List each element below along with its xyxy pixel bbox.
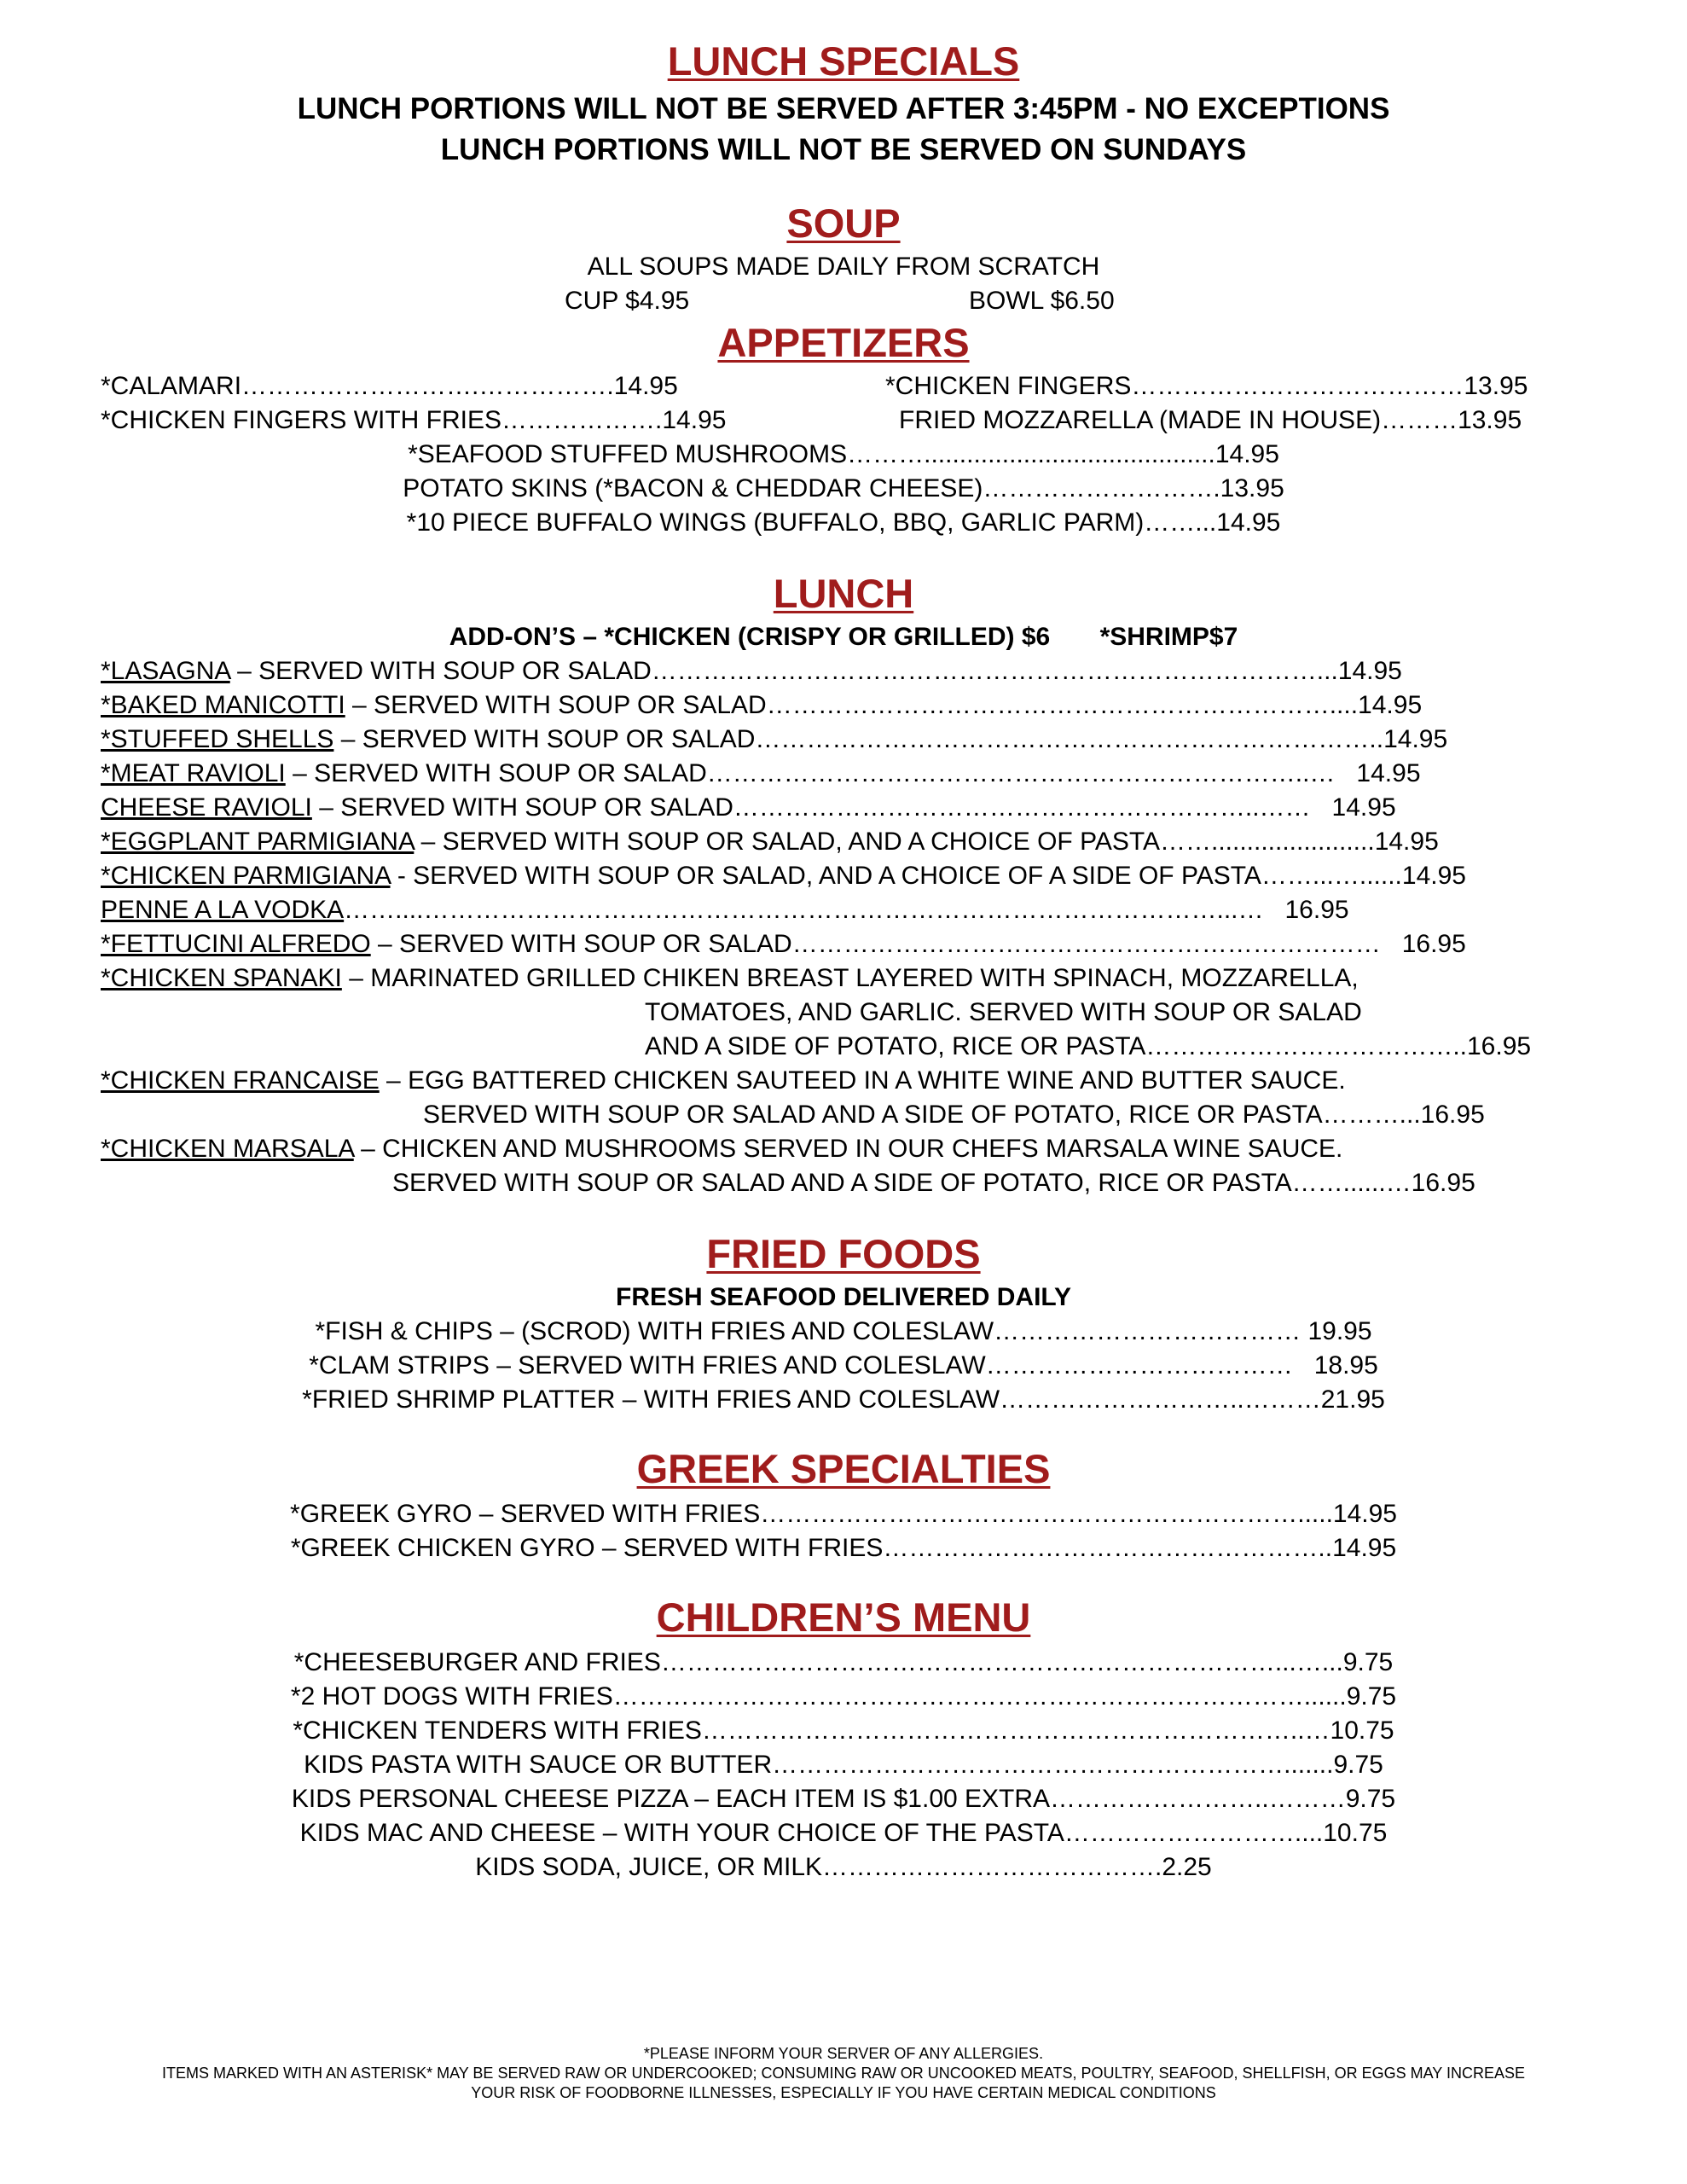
lunch-addons: ADD-ON’S – *CHICKEN (CRISPY OR GRILLED) $6 *SHRIMP$7: [449, 623, 1238, 651]
lunch-item: [101, 693, 1422, 718]
lunch-title: LUNCH: [773, 571, 914, 616]
lunch-item-detail: – SERVED WITH SOUP OR SALAD……………………………………………………..…… 14.95: [311, 793, 1396, 822]
soup-title: SOUP: [786, 200, 901, 246]
lunch-item: [101, 863, 1466, 889]
greek-item: *GREEK GYRO – SERVED WITH FRIES……………………………………………………….....14.95: [290, 1500, 1397, 1528]
fried-food-item: *FRIED SHRIMP PLATTER – WITH FRIES AND COLESLAW………………………..………21.95: [302, 1385, 1385, 1414]
lunch-specials-title: LUNCH SPECIALS: [667, 38, 1020, 84]
lunch-item-name: *CHICKEN PARMIGIANA: [101, 862, 391, 890]
childrens-item: *2 HOT DOGS WITH FRIES………………………………………………………………………......9.75: [290, 1682, 1397, 1711]
lunch-item-name: *CHICKEN MARSALA: [101, 1135, 354, 1163]
greek-specialties-title: GREEK SPECIALTIES: [636, 1446, 1051, 1491]
childrens-item: KIDS PASTA WITH SAUCE OR BUTTER…………………………………………………….......9.75: [304, 1751, 1383, 1779]
soup-cup-price: CUP $4.95: [565, 287, 690, 315]
lunch-item-name: CHEESE RAVIOLI: [101, 793, 312, 822]
lunch-item-detail-continued: SERVED WITH SOUP OR SALAD AND A SIDE OF POTATO, RICE OR PASTA………...16.95: [423, 1101, 1485, 1129]
appetizers-title: APPETIZERS: [717, 320, 970, 365]
lunch-item-name: *FETTUCINI ALFREDO: [101, 930, 371, 958]
lunch-item-detail: – SERVED WITH SOUP OR SALAD, AND A CHOICE OF PASTA…….......................14.95: [414, 828, 1439, 856]
lunch-item-detail: – CHICKEN AND MUSHROOMS SERVED IN OUR CHEFS MARSALA WINE SAUCE.: [353, 1135, 1343, 1163]
lunch-item-detail: – SERVED WITH SOUP OR SALAD……………………………………………………………..… 14.95: [285, 759, 1421, 787]
childrens-item: *CHICKEN TENDERS WITH FRIES……………………………………………………………..…10.75: [293, 1716, 1394, 1745]
lunch-item-detail: - SERVED WITH SOUP OR SALAD, AND A CHOICE OF A SIDE OF PASTA……...…......14.95: [390, 862, 1466, 890]
lunch-item-chicken-spanaki: [101, 966, 1359, 991]
lunch-item-detail: – SERVED WITH SOUP OR SALAD………………………………………………………………..14.95: [333, 725, 1448, 753]
lunch-item: [101, 727, 1447, 752]
lunch-item: [101, 795, 1396, 821]
soup-bowl-price: BOWL $6.50: [969, 287, 1115, 315]
childrens-item: KIDS MAC AND CHEESE – WITH YOUR CHOICE OF THE PASTA………………………....10.75: [299, 1819, 1388, 1847]
lunch-item-name: *STUFFED SHELLS: [101, 725, 334, 753]
lunch-item-name: *EGGPLANT PARMIGIANA: [101, 828, 415, 856]
childrens-item: KIDS PERSONAL CHEESE PIZZA – EACH ITEM IS $1.00 EXTRA……………………..………9.75: [291, 1785, 1396, 1813]
footer-foodborne-warning: YOUR RISK OF FOODBORNE ILLNESSES, ESPECIALLY IF YOU HAVE CERTAIN MEDICAL CONDITIONS: [471, 2084, 1216, 2101]
greek-item: *GREEK CHICKEN GYRO – SERVED WITH FRIES……………………………………………..14.95: [290, 1534, 1397, 1562]
appetizer-chicken-fingers-fries: *CHICKEN FINGERS WITH FRIES……………….14.95: [101, 406, 727, 434]
childrens-item: KIDS SODA, JUICE, OR MILK………………………………….2.25: [475, 1853, 1212, 1881]
lunch-item-name: *CHICKEN SPANAKI: [101, 964, 342, 992]
appetizer-calamari: *CALAMARI……………………….…………….14.95: [101, 372, 678, 400]
lunch-item: [101, 932, 1466, 957]
fried-food-item: *CLAM STRIPS – SERVED WITH FRIES AND COLESLAW……………………………… 18.95: [309, 1351, 1378, 1380]
lunch-notice-sunday: LUNCH PORTIONS WILL NOT BE SERVED ON SUNDAYS: [440, 133, 1247, 166]
footer-allergy-notice: *PLEASE INFORM YOUR SERVER OF ANY ALLERGIES.: [643, 2045, 1044, 2062]
lunch-item-detail: ……....…………………………………………………………………………………...… 16.95: [344, 896, 1349, 924]
footer-raw-food-warning: ITEMS MARKED WITH AN ASTERISK* MAY BE SERVED RAW OR UNDERCOOKED; CONSUMING RAW OR UNCOOKED MEATS, POULTRY, SEAFOOD, SHELLFISH, OR EGGS MAY INCREASE: [162, 2065, 1525, 2082]
lunch-item: [101, 829, 1439, 855]
lunch-item-chicken-francaise: [101, 1068, 1346, 1094]
lunch-item-detail: – SERVED WITH SOUP OR SALAD…………………………………………………………....14.95: [345, 691, 1423, 719]
lunch-item-name: *BAKED MANICOTTI: [101, 691, 345, 719]
lunch-item: [101, 761, 1421, 787]
childrens-item: *CHEESEBURGER AND FRIES………………………………………………………………...…...9.75: [293, 1648, 1394, 1676]
soup-subtitle: ALL SOUPS MADE DAILY FROM SCRATCH: [587, 253, 1100, 281]
lunch-item-detail-continued: AND A SIDE OF POTATO, RICE OR PASTA………………………………..16.95: [645, 1032, 1532, 1060]
lunch-item-name: PENNE A LA VODKA: [101, 896, 345, 924]
appetizer-potato-skins: POTATO SKINS (*BACON & CHEDDAR CHEESE)……………………….13.95: [403, 474, 1284, 502]
fried-foods-title: FRIED FOODS: [706, 1231, 981, 1276]
lunch-item-name: *LASAGNA: [101, 657, 230, 685]
lunch-item-name: *MEAT RAVIOLI: [101, 759, 286, 787]
lunch-notice-time: LUNCH PORTIONS WILL NOT BE SERVED AFTER 3:45PM - NO EXCEPTIONS: [297, 92, 1390, 125]
lunch-item-detail: – EGG BATTERED CHICKEN SAUTEED IN A WHITE WINE AND BUTTER SAUCE.: [379, 1066, 1346, 1095]
lunch-item-detail: – MARINATED GRILLED CHIKEN BREAST LAYERED WITH SPINACH, MOZZARELLA,: [341, 964, 1359, 992]
fried-foods-subtitle: FRESH SEAFOOD DELIVERED DAILY: [616, 1283, 1071, 1311]
appetizer-buffalo-wings: *10 PIECE BUFFALO WINGS (BUFFALO, BBQ, GARLIC PARM)……...14.95: [406, 508, 1281, 537]
appetizer-chicken-fingers: *CHICKEN FINGERS…………………………………13.95: [885, 372, 1528, 400]
appetizer-fried-mozzarella: FRIED MOZZARELLA (MADE IN HOUSE)………13.95: [899, 406, 1522, 434]
childrens-menu-title: CHILDREN’S MENU: [656, 1594, 1031, 1640]
fried-food-item: *FISH & CHIPS – (SCROD) WITH FRIES AND COLESLAW……………………………… 19.95: [315, 1317, 1372, 1345]
lunch-item: [101, 897, 1349, 923]
lunch-item-detail-continued: SERVED WITH SOUP OR SALAD AND A SIDE OF POTATO, RICE OR PASTA……......…16.95: [392, 1169, 1475, 1197]
lunch-item-detail: – SERVED WITH SOUP OR SALAD…………………………………………………………… 16.95: [370, 930, 1466, 958]
lunch-item-name: *CHICKEN FRANCAISE: [101, 1066, 380, 1095]
lunch-item: [101, 659, 1402, 684]
lunch-item-chicken-marsala: [101, 1136, 1342, 1162]
appetizer-seafood-mushrooms: *SEAFOOD STUFFED MUSHROOMS……….........................................14.95: [408, 440, 1279, 468]
lunch-item-detail-continued: TOMATOES, AND GARLIC. SERVED WITH SOUP OR SALAD: [645, 998, 1362, 1026]
lunch-item-detail: – SERVED WITH SOUP OR SALAD……………………………………………………………………...14.95: [229, 657, 1402, 685]
